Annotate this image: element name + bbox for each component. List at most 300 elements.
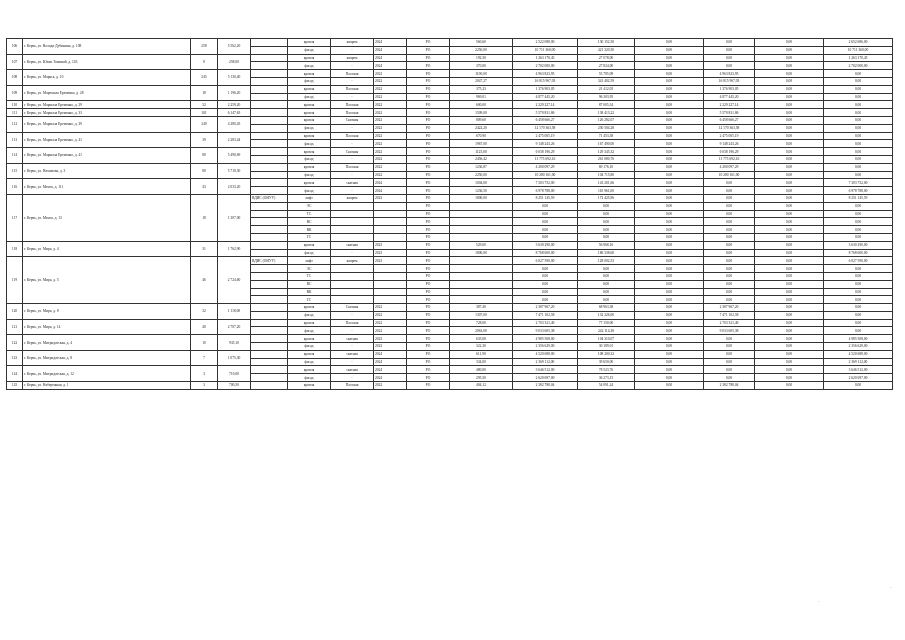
element-cell: ГС — [288, 296, 331, 304]
system-cell — [251, 272, 288, 280]
source-cell: РО — [407, 265, 450, 273]
apartments-cell: 101 — [191, 109, 218, 117]
cost-cell: 0,00 — [513, 233, 578, 241]
total-cell: 2 652 686,00 — [824, 39, 893, 47]
type-cell — [331, 296, 374, 304]
volume-cell: 635,00 — [450, 335, 513, 343]
value-cell: 0,00 — [755, 210, 824, 218]
design-cost-cell: 104 310,07 — [578, 335, 635, 343]
element-cell: фасад — [288, 77, 331, 85]
element-cell: фасад — [288, 343, 331, 351]
row-number-cell: 123 — [7, 350, 23, 366]
table-row — [7, 70, 893, 78]
element-cell: фасад — [288, 171, 331, 179]
apartments-cell: 8 — [191, 54, 218, 70]
source-cell: РО — [407, 116, 450, 124]
cost-cell: 0,00 — [513, 218, 578, 226]
design-cost-cell: 27 824,00 — [578, 62, 635, 70]
cost-cell: 6 038 196,29 — [513, 148, 578, 156]
page-edge-mark: · — [818, 600, 820, 605]
total-cell: 0,00 — [824, 101, 893, 109]
table-row — [7, 116, 893, 124]
element-cell: фасад — [288, 155, 331, 163]
cost-cell: 2 382 788,04 — [513, 382, 578, 390]
year-cell: 2022 — [374, 124, 407, 132]
total-cell: 0,00 — [824, 109, 893, 117]
element-cell: кровля — [288, 163, 331, 171]
element-cell: ТС — [288, 210, 331, 218]
source-cell: РО — [407, 374, 450, 382]
volume-cell — [450, 210, 513, 218]
volume-cell: 611,90 — [450, 350, 513, 358]
cost-cell: 3 630 290,00 — [513, 241, 578, 249]
table-row — [7, 319, 893, 327]
row-number-cell: 115 — [7, 163, 23, 179]
cost-cell: 11 773 692,16 — [513, 155, 578, 163]
source-cell: РО — [407, 311, 450, 319]
value-cell: 0,00 — [755, 140, 824, 148]
system-cell — [251, 249, 288, 257]
apartments-cell: 80 — [191, 163, 218, 179]
total-cell: 0,00 — [824, 218, 893, 226]
value-cell: 6 458 666,27 — [704, 116, 755, 124]
year-cell: 2022 — [374, 70, 407, 78]
source-cell: РО — [407, 124, 450, 132]
volume-cell: 370,00 — [450, 62, 513, 70]
value-cell: 0,00 — [635, 187, 704, 195]
value-cell: 2 475 005,19 — [704, 132, 755, 140]
design-cost-cell: 69 176,10 — [578, 163, 635, 171]
table-row — [7, 257, 893, 265]
cost-cell: 10 711 360,00 — [513, 46, 578, 54]
design-cost-cell: 132 226,00 — [578, 311, 635, 319]
type-cell: Плоская — [331, 70, 374, 78]
system-cell — [251, 226, 288, 234]
year-cell: 2022 — [374, 319, 407, 327]
row-number-cell: 112 — [7, 116, 23, 132]
type-cell — [331, 233, 374, 241]
volume-cell: 2422,20 — [450, 124, 513, 132]
element-cell: ВС — [288, 280, 331, 288]
cost-cell: 16 815 967,03 — [513, 77, 578, 85]
year-cell — [374, 218, 407, 226]
system-cell — [251, 343, 288, 351]
volume-cell — [450, 218, 513, 226]
cost-cell: 7 303 752,00 — [513, 179, 578, 187]
system-cell — [251, 101, 288, 109]
value-cell: 0,00 — [755, 116, 824, 124]
apartments-cell: 18 — [191, 194, 218, 241]
source-cell: РО — [407, 179, 450, 187]
type-cell — [331, 226, 374, 234]
apartments-cell: 7 — [191, 350, 218, 366]
table-row — [7, 39, 893, 47]
source-cell: РО — [407, 272, 450, 280]
total-cell: 2 620 697,00 — [824, 374, 893, 382]
design-cost-cell: 421 320,50 — [578, 46, 635, 54]
year-cell — [374, 210, 407, 218]
value-cell: 0,00 — [704, 374, 755, 382]
design-cost-cell: 53 785,09 — [578, 70, 635, 78]
design-cost-cell: 341 402,59 — [578, 77, 635, 85]
type-cell: Скатная — [331, 116, 374, 124]
system-cell — [251, 132, 288, 140]
total-cell: 0,00 — [824, 280, 893, 288]
value-cell: 5 570 831,86 — [704, 109, 755, 117]
design-cost-cell: 0,00 — [578, 218, 635, 226]
source-cell: РО — [407, 257, 450, 265]
value-cell: 0,00 — [635, 202, 704, 210]
volume-cell: 2456,42 — [450, 155, 513, 163]
value-cell: 0,00 — [755, 272, 824, 280]
element-cell: кровля — [288, 350, 331, 358]
total-cell: 6 978 788,00 — [824, 187, 893, 195]
apartments-cell: 40 — [191, 319, 218, 335]
value-cell: 0,00 — [635, 374, 704, 382]
value-cell: 0,00 — [635, 249, 704, 257]
design-cost-cell: 126 282,07 — [578, 116, 635, 124]
value-cell: 0,00 — [635, 311, 704, 319]
row-number-cell: 113 — [7, 132, 23, 148]
design-cost-cell: 0,00 — [578, 280, 635, 288]
value-cell: 0,00 — [755, 280, 824, 288]
element-cell: кровля — [288, 70, 331, 78]
value-cell: 0,00 — [755, 124, 824, 132]
year-cell: 2024 — [374, 374, 407, 382]
total-cell: 0,00 — [824, 140, 893, 148]
year-cell — [374, 296, 407, 304]
area-cell: 5 130,40 — [218, 70, 251, 86]
row-number-cell: 114 — [7, 148, 23, 164]
source-cell: РО — [407, 155, 450, 163]
element-cell: кровля — [288, 179, 331, 187]
element-cell: лифт — [288, 257, 331, 265]
area-cell: 700,50 — [218, 382, 251, 390]
cost-cell: 8 251 145,59 — [513, 194, 578, 202]
value-cell: 0,00 — [704, 233, 755, 241]
volume-cell: 192,50 — [450, 54, 513, 62]
source-cell: РО — [407, 39, 450, 47]
element-cell: фасад — [288, 311, 331, 319]
row-number-cell: 117 — [7, 194, 23, 241]
system-cell — [251, 327, 288, 335]
value-cell: 9 148 243,26 — [704, 140, 755, 148]
value-cell: 0,00 — [704, 54, 755, 62]
value-cell: 0,00 — [704, 210, 755, 218]
source-cell: РО — [407, 101, 450, 109]
system-cell — [251, 163, 288, 171]
source-cell: РО — [407, 218, 450, 226]
system-cell — [251, 109, 288, 117]
year-cell: 2022 — [374, 132, 407, 140]
element-cell: кровля — [288, 39, 331, 47]
system-cell — [251, 335, 288, 343]
year-cell: 2024 — [374, 62, 407, 70]
cost-cell: 0,00 — [513, 265, 578, 273]
system-cell — [251, 124, 288, 132]
address-cell: г. Керчь, ул. Митридатская, д. 12 — [23, 366, 191, 382]
type-cell: - — [331, 311, 374, 319]
apartments-cell: 3 — [191, 382, 218, 390]
type-cell: - — [331, 93, 374, 101]
cost-cell: 4 877 445,20 — [513, 93, 578, 101]
system-cell — [251, 62, 288, 70]
value-cell: 0,00 — [755, 93, 824, 101]
value-cell: 0,00 — [755, 109, 824, 117]
row-number-cell: 106 — [7, 39, 23, 55]
value-cell: 0,00 — [704, 218, 755, 226]
year-cell — [374, 265, 407, 273]
total-cell: 0,00 — [824, 265, 893, 273]
design-cost-cell: 129 345,32 — [578, 148, 635, 156]
type-cell: скатная — [331, 241, 374, 249]
value-cell: 0,00 — [635, 265, 704, 273]
value-cell: 0,00 — [635, 140, 704, 148]
value-cell: 0,00 — [755, 187, 824, 195]
source-cell: РО — [407, 343, 450, 351]
value-cell: 0,00 — [704, 241, 755, 249]
value-cell: 0,00 — [755, 163, 824, 171]
area-cell: 4 280,45 — [218, 116, 251, 132]
area-cell: 1 118,00 — [218, 304, 251, 320]
type-cell: Плоская — [331, 85, 374, 93]
table-row — [7, 54, 893, 62]
total-cell: 0,00 — [824, 233, 893, 241]
total-cell: 0,00 — [824, 93, 893, 101]
type-cell — [331, 265, 374, 273]
element-cell: кровля — [288, 304, 331, 312]
value-cell: 0,00 — [635, 124, 704, 132]
value-cell: 0,00 — [635, 366, 704, 374]
system-cell — [251, 241, 288, 249]
table-row — [7, 335, 893, 343]
volume-cell: 1236,87 — [450, 163, 513, 171]
value-cell: 0,00 — [755, 311, 824, 319]
year-cell: 2024 — [374, 46, 407, 54]
value-cell: 0,00 — [755, 62, 824, 70]
value-cell: 9 033 605,38 — [704, 327, 755, 335]
table-row — [7, 241, 893, 249]
year-cell: 2022 — [374, 311, 407, 319]
design-cost-cell: 71 453,38 — [578, 132, 635, 140]
address-cell: г. Керчь, ул. Юлии Томиной, д. 143 — [23, 54, 191, 70]
design-cost-cell: 21 412,05 — [578, 85, 635, 93]
type-cell — [331, 288, 374, 296]
design-cost-cell: 104 715,80 — [578, 171, 635, 179]
cost-cell: 9 033 605,38 — [513, 327, 578, 335]
type-cell: Плоская — [331, 101, 374, 109]
area-cell: 2 724,60 — [218, 257, 251, 304]
system-cell — [251, 179, 288, 187]
type-cell: скатная — [331, 350, 374, 358]
total-cell: 0,00 — [824, 70, 893, 78]
design-cost-cell: 36 273,15 — [578, 374, 635, 382]
total-cell: 0,00 — [824, 202, 893, 210]
system-cell — [251, 374, 288, 382]
value-cell: 0,00 — [635, 288, 704, 296]
year-cell: 2022 — [374, 101, 407, 109]
volume-cell: 322,30 — [450, 343, 513, 351]
volume-cell: 969,01 — [450, 93, 513, 101]
volume-cell: 2250,00 — [450, 171, 513, 179]
cost-cell: 0,00 — [513, 226, 578, 234]
year-cell: 2023 — [374, 241, 407, 249]
value-cell: 12 170 363,58 — [704, 124, 755, 132]
value-cell: 0,00 — [755, 155, 824, 163]
design-cost-cell: 0,00 — [578, 226, 635, 234]
element-cell: фасад — [288, 358, 331, 366]
address-cell: г. Керчь, ул. Маркса, д. 10 — [23, 70, 191, 86]
volume-cell: 670,90 — [450, 132, 513, 140]
value-cell: 0,00 — [635, 327, 704, 335]
year-cell — [374, 288, 407, 296]
system-cell — [251, 155, 288, 163]
value-cell: 2 387 967,20 — [704, 304, 755, 312]
cost-cell: 2 356 629,00 — [513, 343, 578, 351]
value-cell: 0,00 — [755, 70, 824, 78]
value-cell: 0,00 — [635, 85, 704, 93]
value-cell: 0,00 — [635, 304, 704, 312]
apartments-cell: 3 — [191, 366, 218, 382]
year-cell: 2023 — [374, 194, 407, 202]
value-cell: 0,00 — [635, 93, 704, 101]
value-cell: 11 773 692,16 — [704, 155, 755, 163]
volume-cell: 1004,00 — [450, 179, 513, 187]
element-cell: фасад — [288, 249, 331, 257]
total-cell: 0,00 — [824, 148, 893, 156]
value-cell: 0,00 — [635, 358, 704, 366]
value-cell: 0,00 — [635, 148, 704, 156]
total-cell: 0,00 — [824, 319, 893, 327]
value-cell: 0,00 — [635, 171, 704, 179]
cost-cell: 0,00 — [513, 210, 578, 218]
cost-cell: 4 200 097,29 — [513, 163, 578, 171]
apartments-cell: 43 — [191, 179, 218, 195]
system-cell — [251, 202, 288, 210]
element-cell: фасад — [288, 327, 331, 335]
value-cell: 0,00 — [704, 296, 755, 304]
value-cell: 0,00 — [755, 343, 824, 351]
address-cell: г. Керчь, ул. Мента, д. 13 — [23, 194, 191, 241]
type-cell: Плоская — [331, 163, 374, 171]
table-row — [7, 148, 893, 156]
apartments-cell: 245 — [191, 70, 218, 86]
type-cell: скатная — [331, 335, 374, 343]
area-cell: 2 707,20 — [218, 319, 251, 335]
year-cell: 2024 — [374, 350, 407, 358]
type-cell — [331, 272, 374, 280]
volume-cell: 560,60 — [450, 39, 513, 47]
year-cell: 2024 — [374, 366, 407, 374]
volume-cell: 1800,00 — [450, 249, 513, 257]
value-cell: 4 200 097,29 — [704, 163, 755, 171]
volume-cell: 334,00 — [450, 358, 513, 366]
address-cell: г. Керчь, ул. Маршала Еременко, д. 39 — [23, 116, 191, 132]
design-cost-cell: 138 413,22 — [578, 109, 635, 117]
value-cell: 0,00 — [635, 54, 704, 62]
source-cell: РО — [407, 233, 450, 241]
cost-cell: 0,00 — [513, 296, 578, 304]
total-cell: 8 768 600,00 — [824, 249, 893, 257]
value-cell: 0,00 — [704, 257, 755, 265]
source-cell: РО — [407, 70, 450, 78]
row-number-cell: 116 — [7, 179, 23, 195]
volume-cell: 728,00 — [450, 319, 513, 327]
design-cost-cell: 0,00 — [578, 272, 635, 280]
year-cell: 2024 — [374, 179, 407, 187]
source-cell: РО — [407, 335, 450, 343]
source-cell: РО — [407, 163, 450, 171]
element-cell: кровля — [288, 116, 331, 124]
apartments-cell: 80 — [191, 148, 218, 164]
address-cell: г. Керчь, ул. Маршала Еременко, д. 33 — [23, 109, 191, 117]
apartments-cell: 39 — [191, 132, 218, 148]
cost-cell: 4 985 508,00 — [513, 335, 578, 343]
element-cell: ВС — [288, 218, 331, 226]
source-cell: РО — [407, 171, 450, 179]
element-cell: фасад — [288, 187, 331, 195]
value-cell: 0,00 — [635, 163, 704, 171]
source-cell: РО — [407, 77, 450, 85]
row-number-cell: 119 — [7, 257, 23, 304]
value-cell: 0,00 — [704, 280, 755, 288]
design-cost-cell: 143 201,66 — [578, 179, 635, 187]
design-cost-cell: 242 114,38 — [578, 327, 635, 335]
type-cell: Скатная — [331, 148, 374, 156]
value-cell: 0,00 — [635, 280, 704, 288]
type-cell: - — [331, 343, 374, 351]
year-cell: 2022 — [374, 155, 407, 163]
total-cell: 0,00 — [824, 382, 893, 390]
area-cell: 935,10 — [218, 335, 251, 351]
row-number-cell: 111 — [7, 109, 23, 117]
value-cell: 0,00 — [755, 296, 824, 304]
total-cell: 1 263 170,45 — [824, 54, 893, 62]
design-cost-cell: 108 200,32 — [578, 350, 635, 358]
value-cell: 0,00 — [755, 257, 824, 265]
source-cell: РО — [407, 249, 450, 257]
year-cell: 2022 — [374, 93, 407, 101]
value-cell: 0,00 — [755, 85, 824, 93]
cost-cell: 8 768 600,00 — [513, 249, 578, 257]
source-cell: РО — [407, 304, 450, 312]
volume-cell — [450, 226, 513, 234]
value-cell: 0,00 — [635, 226, 704, 234]
value-cell: 1 376 903,05 — [704, 85, 755, 93]
table-row — [7, 350, 893, 358]
source-cell: РО — [407, 350, 450, 358]
table-row — [7, 179, 893, 187]
system-cell — [251, 311, 288, 319]
system-cell — [251, 366, 288, 374]
cost-cell: 6 978 788,00 — [513, 187, 578, 195]
element-cell: кровля — [288, 54, 331, 62]
total-cell: 0,00 — [824, 124, 893, 132]
value-cell: 0,00 — [704, 202, 755, 210]
value-cell: 0,00 — [755, 46, 824, 54]
volume-cell: 375,23 — [450, 85, 513, 93]
value-cell: 0,00 — [635, 101, 704, 109]
total-cell: 0,00 — [824, 171, 893, 179]
year-cell: 2022 — [374, 382, 407, 390]
address-cell: г. Керчь, ул. Марешала Еременко, д. 28 — [23, 85, 191, 101]
year-cell: 2022 — [374, 327, 407, 335]
value-cell: 0,00 — [704, 288, 755, 296]
total-cell: 7 303 752,00 — [824, 179, 893, 187]
type-cell: капрем — [331, 257, 374, 265]
design-cost-cell: 0,00 — [578, 265, 635, 273]
volume-cell: 1125,00 — [450, 148, 513, 156]
